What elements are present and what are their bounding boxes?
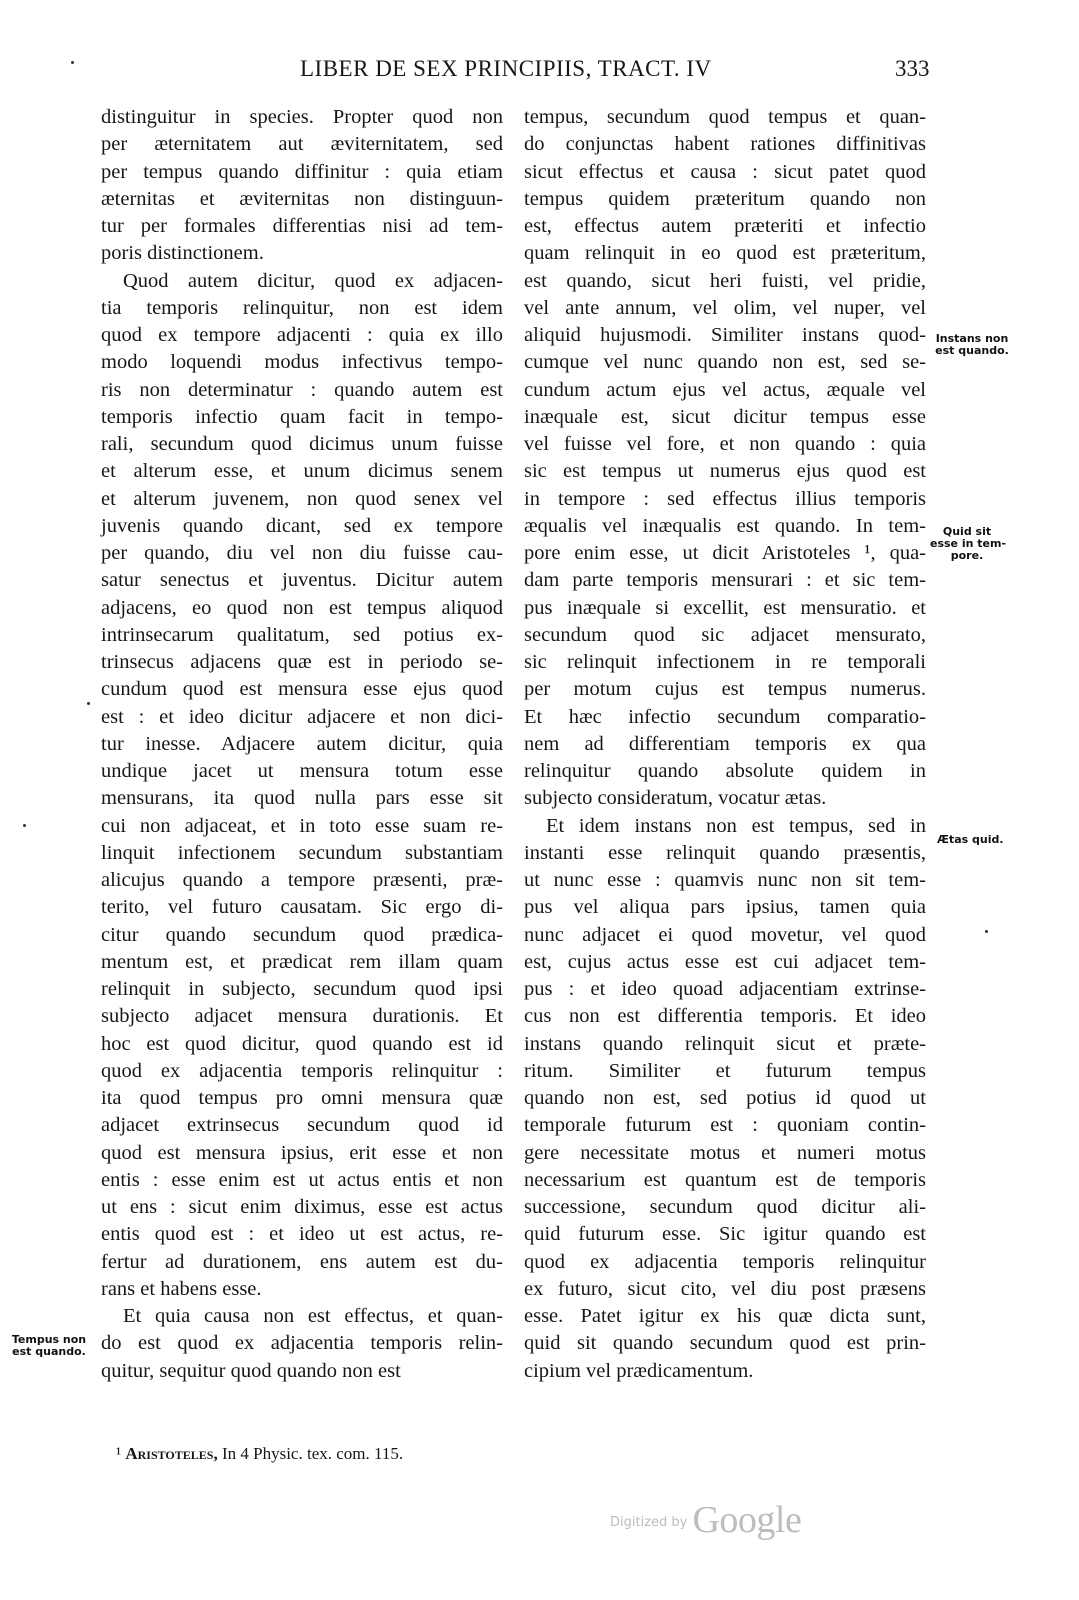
text-line: quod ex adjacentia temporis relinquitur <box>524 1250 926 1273</box>
margin-note-line: Ætas quid. <box>937 833 1004 846</box>
text-line: adjacet extrinsecus secundum quod id <box>101 1114 503 1137</box>
text-line: per tempus quando diffinitur : quia etiam <box>101 160 503 183</box>
text-line: in tempore : sed effectus illius temporis <box>524 487 926 510</box>
text-line: per motum cujus est tempus numerus. <box>524 678 926 701</box>
margin-note-quid-sit <box>930 525 1007 562</box>
text-line: rans et habens esse. <box>101 1277 262 1300</box>
text-line: æternitas et æviternitas non distinguun- <box>101 187 503 210</box>
text-line: Quod autem dicitur, quod ex adjacen- <box>123 269 503 292</box>
text-line: pus vel aliqua pars ipsius, tamen quia <box>524 896 926 919</box>
text-line: et alterum juvenem, non quod senex vel <box>101 487 503 510</box>
margin-note-line: Instans non <box>935 332 1009 345</box>
text-line: nunc adjacet ei quod movetur, vel quod <box>524 923 926 946</box>
margin-note-line: est quando. <box>12 1345 86 1358</box>
text-line: æqualis vel inæqualis est quando. In tem- <box>524 514 926 537</box>
text-line: cundum actum ejus vel actus, æquale vel <box>524 378 926 401</box>
text-line: entis : esse enim est ut actus entis et non <box>101 1168 503 1191</box>
text-line: gere necessitate motus et numeri motus <box>524 1141 926 1164</box>
text-line: alicujus quando a tempore præsenti, præ- <box>101 869 503 891</box>
text-line: relinquit in subjecto, secundum quod ipsi <box>101 978 503 1000</box>
footnote-author: Aristoteles, <box>125 1444 218 1463</box>
text-line: distinguitur in species. Propter quod non <box>101 106 503 128</box>
text-line: mentum est, et prædicat rem illam quam <box>101 950 503 973</box>
text-line: ritum. Similiter et futurum tempus <box>524 1059 926 1082</box>
scan-speck <box>71 61 74 64</box>
text-line: successione, secundum quod dicitur ali- <box>524 1196 926 1218</box>
text-line: do conjunctas habent rationes diffinitivas <box>524 133 926 156</box>
text-line: inæquale est, sicut dicitur tempus esse <box>524 405 926 428</box>
text-line: cipium vel prædicamentum. <box>524 1359 754 1382</box>
text-line: dam parte temporis mensurari : et sic tem- <box>524 569 926 592</box>
text-line: quitur, sequitur quod quando non est <box>101 1359 401 1382</box>
text-line: cui non adjaceat, et in toto esse suam re- <box>101 814 503 837</box>
text-line: secundum quod sic adjacet mensurato, <box>524 623 926 646</box>
text-line: nem ad differentiam temporis ex qua <box>524 732 926 755</box>
text-line: Et quia causa non est effectus, et quan- <box>123 1305 503 1327</box>
text-line: adjacens, eo quod non est tempus aliquod <box>101 596 503 619</box>
text-line: per quando, diu vel non diu fuisse cau- <box>101 542 503 564</box>
text-line: entis quod est : et ideo ut est actus, re- <box>101 1223 503 1246</box>
text-line: quid futurum esse. Sic igitur quando est <box>524 1223 926 1246</box>
text-line: tur per formales differentias nisi ad tem- <box>101 215 503 237</box>
text-line: temporale futurum est : quoniam contin- <box>524 1114 926 1137</box>
footnote <box>116 1444 403 1464</box>
text-line: subjecto consideratum, vocatur ætas. <box>524 787 827 810</box>
text-line: subjecto adjacet mensura durationis. Et <box>101 1005 503 1028</box>
text-line: tur inesse. Adjacere autem dicitur, quia <box>101 732 503 755</box>
scan-speck <box>23 824 26 827</box>
text-line: Et hæc infectio secundum comparatio- <box>524 705 926 728</box>
text-line: hoc est quod dicitur, quod quando est id <box>101 1032 503 1055</box>
margin-note-line: est quando. <box>935 344 1009 357</box>
text-line: sic relinquit infectionem in re temporali <box>524 651 926 673</box>
text-line: fertur ad durationem, ens autem est du- <box>101 1250 503 1273</box>
text-line: instans quando relinquit sicut et præte- <box>524 1032 926 1055</box>
text-line: cus non est differentia temporis. Et ideo <box>524 1005 926 1028</box>
text-line: temporis infectio quam facit in tempo- <box>101 405 503 428</box>
text-line: quod est mensura ipsius, erit esse et non <box>101 1141 503 1164</box>
text-line: poris distinctionem. <box>101 242 264 265</box>
margin-note-tempus <box>0 1334 98 1358</box>
right-text-column <box>524 104 926 1385</box>
text-line: vel fuisse vel fore, et non quando : quia <box>524 433 926 455</box>
text-line: per æternitatem aut æviternitatem, sed <box>101 133 503 156</box>
margin-note-aetas <box>937 834 1017 846</box>
text-line: juvenis quando dicant, sed ex tempore <box>101 514 503 537</box>
margin-note-line: Tempus non <box>11 1333 87 1346</box>
text-line: do est quod ex adjacentia temporis relin- <box>101 1332 503 1355</box>
text-line: et alterum esse, et unum dicimus senem <box>101 460 503 483</box>
text-line: pore enim esse, ut dicit Aristoteles ¹, qua- <box>524 542 926 564</box>
text-line: citur quando secundum quod prædica- <box>101 923 503 946</box>
text-line: esse. Patet igitur ex his quæ dicta sunt, <box>524 1305 926 1327</box>
text-line: pus : et ideo quoad adjacentiam extrinse- <box>524 978 926 1000</box>
text-line: tempus, secundum quod tempus et quan- <box>524 106 926 128</box>
margin-note-line: pore. <box>950 549 984 562</box>
text-line: intrinsecarum qualitatum, sed potius ex- <box>101 623 503 646</box>
text-line: ut nunc esse : quamvis nunc non sit tem- <box>524 869 926 891</box>
text-line: ut ens : sicut enim diximus, esse est actus <box>101 1196 503 1218</box>
text-line: trinsecus adjacens quæ est in periodo se- <box>101 651 503 673</box>
watermark-prefix: Digitized by <box>610 1515 688 1530</box>
text-line: satur senectus et juventus. Dicitur autem <box>101 569 503 592</box>
left-text-column <box>101 104 503 1385</box>
text-line: quod ex adjacentia temporis relinquitur : <box>101 1059 503 1082</box>
text-line: vel ante annum, vel olim, vel nuper, vel <box>524 296 926 319</box>
text-line: quod ex tempore adjacenti : quia ex illo <box>101 324 503 346</box>
text-line: est, cujus actus esse est cui adjacet tem- <box>524 950 926 973</box>
text-line: ris non determinatur : quando autem est <box>101 378 503 401</box>
margin-note-line: Quid sit <box>942 525 992 538</box>
footnote-marker: ¹ <box>116 1444 122 1463</box>
text-line: ita quod tempus pro omni mensura quæ <box>101 1087 503 1109</box>
text-line: instanti esse relinquit quando præsentis, <box>524 841 926 864</box>
text-line: cundum quod est mensura esse ejus quod <box>101 678 503 701</box>
text-line: mensurans, ita quod nulla pars esse sit <box>101 787 503 810</box>
text-line: est quando, sicut heri fuisti, vel pridie, <box>524 269 926 292</box>
scan-speck <box>87 702 90 705</box>
margin-note-line: esse in tem- <box>930 537 1007 550</box>
text-line: modo loquendi modus infectivus tempo- <box>101 351 503 374</box>
text-line: cumque vel nunc quando non est, sed se- <box>524 351 926 374</box>
text-line: est, effectus autem præteriti et infectio <box>524 215 926 237</box>
google-logo: Google <box>692 1499 802 1541</box>
page-number: 333 <box>895 56 930 81</box>
text-line: linquit infectionem secundum substantiam <box>101 841 503 864</box>
text-line: sic est tempus ut numerus ejus quod est <box>524 460 926 483</box>
text-line: relinquitur quando absolute quidem in <box>524 760 926 782</box>
text-line: Et idem instans non est tempus, sed in <box>546 814 926 837</box>
text-line: undique jacet ut mensura totum esse <box>101 760 503 782</box>
text-line: necessarium est quantum est de temporis <box>524 1168 926 1191</box>
text-line: quando non est, sed potius id quod ut <box>524 1087 926 1109</box>
text-line: pus inæquale si excellit, est mensuratio. et <box>524 596 926 619</box>
scan-speck <box>985 930 988 933</box>
footnote-text: In 4 Physic. tex. com. 115. <box>217 1444 404 1463</box>
text-line: rali, secundum quod dicimus unum fuisse <box>101 433 503 455</box>
text-line: tia temporis relinquitur, non est idem <box>101 296 503 319</box>
text-line: sicut effectus et causa : sicut patet quod <box>524 160 926 183</box>
text-line: ex futuro, sicut cito, vel diu post præsens <box>524 1277 926 1300</box>
text-line: tempus quidem præteritum quando non <box>524 187 926 210</box>
text-line: terito, vel futuro causatam. Sic ergo di- <box>101 896 503 919</box>
margin-note-instans <box>930 333 1014 357</box>
running-header: LIBER DE SEX PRINCIPIIS, TRACT. IV <box>300 56 712 81</box>
text-line: quid sit quando secundum quod est prin- <box>524 1332 926 1355</box>
text-line: est : et ideo dicitur adjacere et non dici- <box>101 705 503 728</box>
google-watermark <box>610 1498 801 1542</box>
text-line: aliquid hujusmodi. Similiter instans quod- <box>524 324 926 346</box>
text-line: quam relinquit in eo quod est præteritum, <box>524 242 926 265</box>
